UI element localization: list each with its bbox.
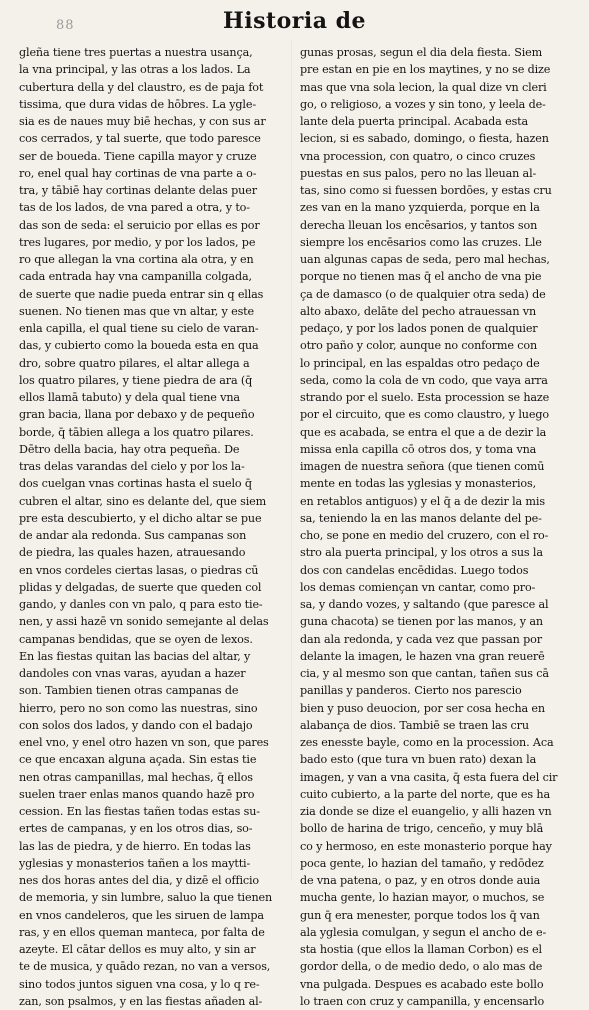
text-line: vna procession, con quatro, o cinco cruzes <box>300 149 536 163</box>
text-line: delante la imagen, le hazen vna gran reuerē <box>300 649 545 663</box>
text-line: de vna patena, o paz, y en otros donde auia <box>300 874 541 887</box>
text-line: en retablos antiguos) y el q̄ a de dezir la mis <box>300 494 545 508</box>
text-line: gordor della, o de medio dedo, o alo mas de <box>300 960 543 974</box>
text-line: sa, teniendo la en las manos delante del pe- <box>300 511 542 525</box>
text-line: imagen de nuestra señora (que tienen comū <box>300 460 545 473</box>
text-line: sino todos juntos siguen vna cosa, y lo q re- <box>19 977 260 991</box>
text-line: por el circuito, que es como claustro, y luego <box>300 408 549 422</box>
text-line: lo traen con cruz y campanilla, y encensarlo <box>300 994 545 1008</box>
text-line: cubren el altar, sino es delante del, que siem <box>19 494 267 508</box>
text-line: ala yglesia comulgan, y segun el ancho de e- <box>300 925 547 939</box>
text-line: plidas y delgadas, de suerte que queden col <box>19 580 262 594</box>
text-line: ce que encaxan alguna açada. Sin estas tie <box>19 753 257 767</box>
text-line: dan ala redonda, y cada vez que passan por <box>300 632 542 646</box>
right-text-column <box>300 44 558 1010</box>
text-line: mas que vna sola lecion, la qual dize vn cleri <box>300 80 547 94</box>
text-line: seda, como la cola de vn codo, que vaya arra <box>300 373 548 387</box>
text-line: sa, y dando vozes, y saltando (que paresce al <box>300 598 549 611</box>
text-line: co y hermoso, en este monasterio porque hay <box>300 839 552 853</box>
text-line: azeyte. El cātar dellos es muy alto, y sin ar <box>19 943 256 956</box>
text-line: dos cuelgan vnas cortinas hasta el suelo q̄ <box>19 477 252 491</box>
text-line: son. Tambien tienen otras campanas de <box>19 684 239 698</box>
text-line: enel vno, y enel otro hazen vn son, que pares <box>19 736 269 749</box>
text-line: das, y cubierto como la boueda esta en qua <box>19 339 259 353</box>
text-line: zia donde se dize el euangelio, y alli hazen vn <box>300 805 552 818</box>
text-line: otro paño y color, aunque no conforme con <box>300 339 538 353</box>
text-line: pre esta descubierto, y el dicho altar se pue <box>19 511 262 525</box>
text-line: con solos dos lados, y dando con el badajo <box>19 718 253 732</box>
text-line: hierro, pero no son como las nuestras, sino <box>19 701 258 715</box>
text-line: panillas y panderos. Cierto nos parescio <box>300 684 522 698</box>
text-line: mucha gente, lo hazian mayor, o muchos, se <box>300 891 545 905</box>
text-line: tra, y tābiē hay cortinas delante delas puer <box>19 184 257 197</box>
text-line: los demas comiençan vn cantar, como pro- <box>300 580 536 594</box>
text-line: sta hostia (que ellos la llaman Corbon) es el <box>300 943 542 956</box>
text-line: guna chacota) se tienen por las manos, y an <box>300 615 543 629</box>
text-line: suelen traer enlas manos quando hazē pro <box>19 787 255 801</box>
text-line: go, o religioso, a vozes y sin tono, y leela de- <box>300 97 546 111</box>
text-line: ro, enel qual hay cortinas de vna parte a o- <box>19 166 257 180</box>
page-number-mark: 88 <box>56 18 75 33</box>
text-line: lo principal, en las espaldas otro pedaço de <box>300 356 540 370</box>
text-line: tissima, que dura vidas de hōbres. La ygle- <box>19 97 256 111</box>
text-line: Dētro della bacia, hay otra pequeña. De <box>19 442 240 456</box>
text-line: ça de damasco (o de qualquier otra seda) de <box>300 287 546 301</box>
text-line: de suerte que nadie pueda entrar sin q ellas <box>19 287 264 301</box>
text-line: tres lugares, por medio, y por los lados, pe <box>19 235 256 249</box>
text-line: gunas prosas, segun el dia dela fiesta. Siem <box>300 46 543 59</box>
text-line: enla capilla, el qual tiene su cielo de varan- <box>19 322 259 335</box>
text-line: cession. En las fiestas tañen todas estas su- <box>19 805 260 818</box>
text-line: yglesias y monasterios tañen a los maytti- <box>19 856 251 870</box>
left-text-column <box>19 44 284 1010</box>
text-line: uan algunas capas de seda, pero mal hechas, <box>300 253 550 266</box>
text-line: alto abaxo, delāte del pecho atrauessan vn <box>300 304 537 318</box>
text-line: lante dela puerta principal. Acabada esta <box>300 115 529 128</box>
text-line: das son de seda: el seruicio por ellas es por <box>19 218 260 232</box>
text-line: nen, y assi hazē vn sonido semejante al delas <box>19 615 269 629</box>
text-line: imagen, y van a vna casita, q̄ esta fuera del cir <box>300 770 558 784</box>
text-line: nen otras campanillas, mal hechas, q̄ ellos <box>19 770 253 784</box>
text-line: cuito cubierto, a la parte del norte, que es ha <box>300 787 550 801</box>
text-line: pedaço, y por los lados ponen de qualquier <box>300 322 538 335</box>
text-line: En las fiestas quitan las bacias del altar, y <box>19 649 251 663</box>
text-line: ellos llamā tabuto) y dela qual tiene vna <box>19 391 240 404</box>
text-line: nes dos horas antes del dia, y dizē el officio <box>19 874 260 887</box>
text-line: los quatro pilares, y tiene piedra de ara (q̄ <box>19 373 253 387</box>
text-line: borde, q̄ tābien allega a los quatro pilares. <box>19 425 254 439</box>
text-line: cho, se pone en medio del cruzero, con el ro- <box>300 529 549 542</box>
text-line: derecha lleuan los encēsarios, y tantos son <box>300 218 538 232</box>
text-line: ras, y en ellos queman manteca, por falta de <box>19 925 265 939</box>
running-head: Historia de <box>222 8 367 34</box>
text-line: gun q̄ era menester, porque todos los q̄ van <box>300 908 540 922</box>
text-line: lecion, si es sabado, domingo, o fiesta, hazen <box>300 132 549 146</box>
text-line: gando, y danles con vn palo, q para esto tie- <box>19 598 263 611</box>
text-line: cos cerrados, y tal suerte, que todo paresce <box>19 132 261 146</box>
text-line: cia, y al mesmo son que cantan, tañen sus cā <box>300 667 549 680</box>
text-line: zan, son psalmos, y en las fiestas añaden al- <box>19 994 263 1008</box>
text-line: sia es de naues muy biē hechas, y con sus ar <box>19 115 266 128</box>
text-line: dos con candelas encēdidas. Luego todos <box>300 563 529 577</box>
text-line: pre estan en pie en los maytines, y no se dize <box>300 63 551 77</box>
text-line: de memoria, y sin lumbre, saluo la que tienen <box>19 891 273 905</box>
text-line: cada entrada hay vna campanilla colgada, <box>19 270 252 284</box>
text-line: gran bacia, llana por debaxo y de pequeño <box>19 408 255 422</box>
text-line: gleña tiene tres puertas a nuestra usança, <box>19 46 253 59</box>
text-line: siempre los encēsarios como las cruzes. Lle <box>300 235 542 249</box>
text-line: alabança de dios. Tambiē se traen las cru <box>300 718 529 732</box>
text-line: las las de piedra, y de hierro. En todas las <box>19 839 251 853</box>
text-line: tas de los lados, de vna pared a otra, y to- <box>19 201 250 215</box>
text-line: te de musica, y quādo rezan, no van a versos, <box>19 960 271 974</box>
text-line: bado esto (que tura vn buen rato) dexan la <box>300 753 537 767</box>
text-line: bollo de harina de trigo, cenceño, y muy blā <box>300 822 544 836</box>
text-line: campanas bendidas, que se oyen de lexos. <box>19 632 253 646</box>
text-line: strando por el suelo. Esta procession se haze <box>300 391 550 404</box>
text-line: cubertura della y del claustro, es de paja fot <box>19 80 264 94</box>
text-line: ro que allegan la vna cortina ala otra, y en <box>19 253 254 266</box>
text-line: zes van en la mano yzquierda, porque en la <box>300 201 540 215</box>
column-gutter <box>291 40 292 880</box>
text-line: de andar ala redonda. Sus campanas son <box>19 529 247 542</box>
text-line: la vna principal, y las otras a los lados. La <box>19 63 251 77</box>
text-line: zes enesste bayle, como en la procession. Aca <box>300 736 554 749</box>
text-line: dandoles con vnas varas, ayudan a hazer <box>19 667 246 680</box>
text-line: bien y puso deuocion, por ser cosa hecha en <box>300 701 545 715</box>
text-line: en vnos cordeles ciertas lasas, o piedras cū <box>19 563 259 577</box>
text-line: missa enla capilla cō otros dos, y toma vna <box>300 442 537 456</box>
text-line: ser de boueda. Tiene capilla mayor y cruze <box>19 149 257 163</box>
text-line: dro, sobre quatro pilares, el altar allega a <box>19 356 250 370</box>
text-line: vna pulgada. Despues es acabado este bollo <box>300 977 544 991</box>
text-line: puestas en sus palos, pero no las lleuan al- <box>300 166 537 180</box>
text-line: que es acabada, se entra el que a de dezir la <box>300 425 547 439</box>
text-line: tas, sino como si fuessen bordōes, y estas cru <box>300 184 552 197</box>
text-line: poca gente, lo hazian del tamaño, y redōdez <box>300 856 544 870</box>
text-line: porque no tienen mas q̄ el ancho de vna pie <box>300 270 542 284</box>
text-line: de piedra, las quales hazen, atrauesando <box>19 546 246 560</box>
text-line: en vnos candeleros, que les siruen de lampa <box>19 908 264 922</box>
text-line: mente en todas las yglesias y monasterios, <box>300 477 536 491</box>
text-line: ertes de campanas, y en los otros dias, so- <box>19 822 253 836</box>
text-line: suenen. No tienen mas que vn altar, y este <box>19 304 254 318</box>
text-line: stro ala puerta principal, y los otros a sus la <box>300 546 543 560</box>
text-line: tras delas varandas del cielo y por los la- <box>19 460 245 473</box>
